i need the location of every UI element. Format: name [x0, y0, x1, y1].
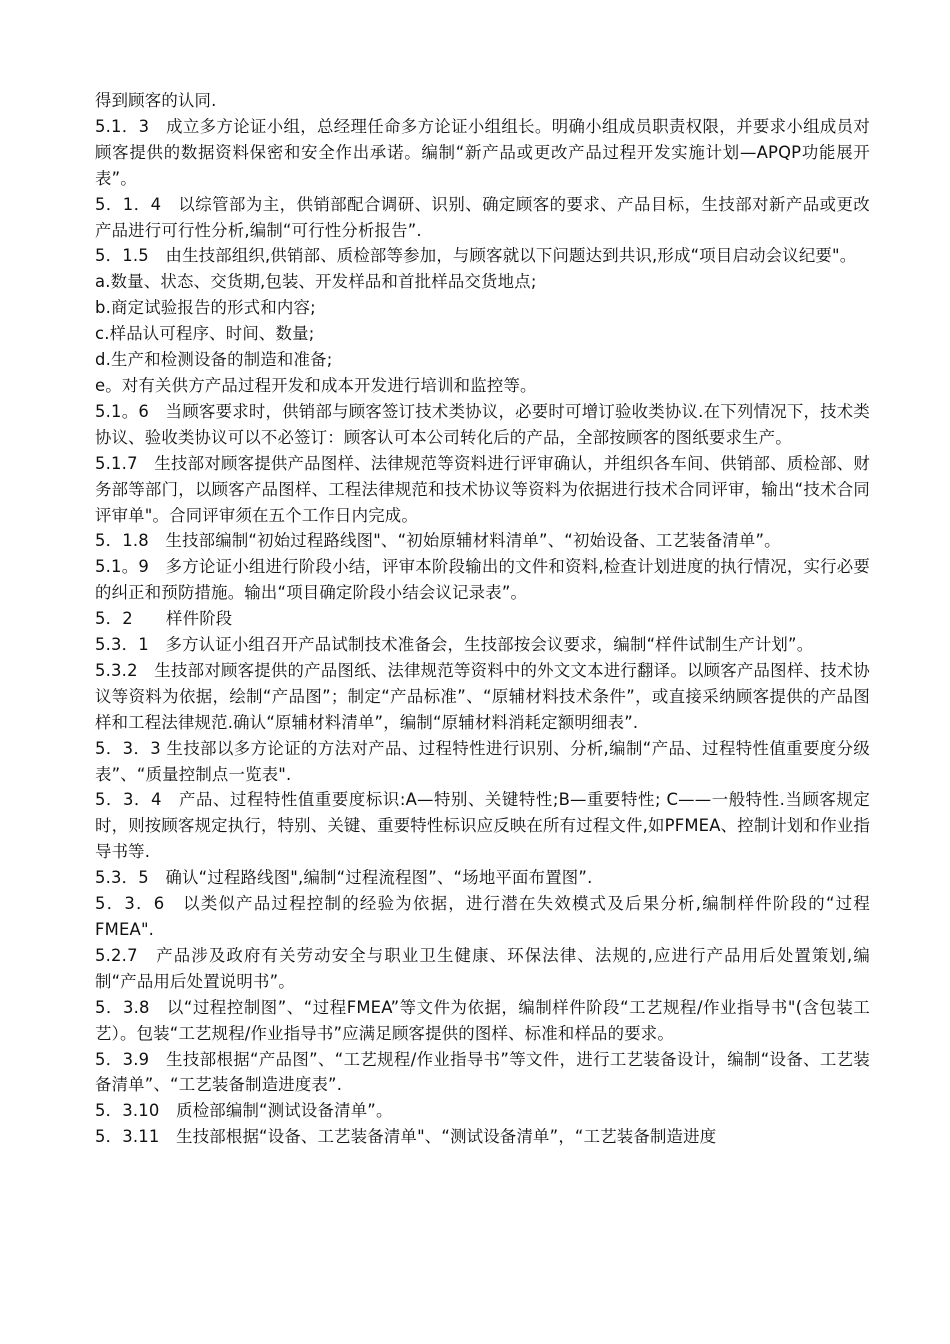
paragraph: a.数量、状态、交货期,包装、开发样品和首批样品交货地点; — [95, 272, 537, 292]
paragraph: 5.3．1 多方认证小组召开产品试制技术准备会，生技部按会议要求，编制“样件试制生产计划”。 — [95, 635, 814, 655]
paragraph: 5．1.8 生技部编制“初始过程路线图"、“初始原辅材料清单”、“初始设备、工艺装备清单”。 — [95, 531, 781, 551]
paragraph: 5．3．4 产品、过程特性值重要度标识:A—特别、关键特性;B—重要特性; C——一般特性.当顾客规定时，则按顾客规定执行，特别、关键、重要特性标识应反映在所有过程文件,如PFMEA、控制计划和作业指导书等. — [95, 790, 870, 862]
paragraph: 5.1。6 当顾客要求时，供销部与顾客签订技术类协议，必要时可增订验收类协议.在下列情况下，技术类协议、验收类协议可以不必签订：顾客认可本公司转化后的产品，全部按顾客的图纸要求生产。 — [95, 401, 870, 447]
paragraph: 5．3.10 质检部编制“测试设备清单”。 — [95, 1101, 393, 1121]
paragraph: 5．3.9 生技部根据“产品图”、“工艺规程/作业指导书”等文件，进行工艺装备设计，编制“设备、工艺装备清单”、“工艺装备制造进度表”. — [95, 1049, 870, 1095]
paragraph: 5.1．3 成立多方论证小组，总经理任命多方论证小组组长。明确小组成员职责权限，并要求小组成员对顾客提供的数据资料保密和安全作出承诺。编制“新产品或更改产品过程开发实施计划—APQP功能展开表”。 — [95, 116, 870, 188]
paragraph: c.样品认可程序、时间、数量; — [95, 324, 315, 344]
paragraph: 5．3．6 以类似产品过程控制的经验为依据，进行潜在失效模式及后果分析,编制样件阶段的“过程FMEA". — [95, 894, 870, 939]
paragraph: 5.2.7 产品涉及政府有关劳动安全与职业卫生健康、环保法律、法规的,应进行产品用后处置策划,编制“产品用后处置说明书”。 — [95, 945, 870, 991]
paragraph: 得到顾客的认同. — [95, 91, 217, 110]
paragraph: 5.3.2 生技部对顾客提供的产品图纸、法律规范等资料中的外文文本进行翻译。以顾客产品图样、技术协议等资料为依据，绘制“产品图”；制定“产品标准”、“原辅材料技术条件”，或直接采纳顾客提供的产品图样和工程法律规范.确认“原辅材料清单”，编制“原辅材料消耗定额明细表”. — [95, 660, 870, 732]
paragraph: 5．3.8 以“过程控制图”、“过程FMEA”等文件为依据，编制样件阶段“工艺规程/作业指导书"(含包装工艺）。包装“工艺规程/作业指导书”应满足顾客提供的图样、标准和样品的要求。 — [95, 997, 870, 1043]
paragraph: 5．1．4 以综管部为主，供销部配合调研、识别、确定顾客的要求、产品目标，生技部对新产品或更改产品进行可行性分析,编制“可行性分析报告”. — [95, 194, 870, 240]
paragraph: 5.3．5 确认“过程路线图",编制“过程流程图”、“场地平面布置图”. — [95, 868, 593, 888]
document-page — [95, 88, 870, 1150]
paragraph: 5．3.11 生技部根据“设备、工艺装备清单"、“测试设备清单”，“工艺装备制造进度 — [95, 1127, 717, 1147]
paragraph: e。对有关供方产品过程开发和成本开发进行培训和监控等。 — [95, 375, 537, 395]
paragraph: 5．3．3 生技部以多方论证的方法对产品、过程特性进行识别、分析,编制“产品、过程特性值重要度分级表”、“质量控制点一览表". — [95, 738, 870, 784]
section-heading: 5．2 样件阶段 — [95, 609, 233, 629]
paragraph: b.商定试验报告的形式和内容; — [95, 298, 316, 318]
paragraph: d.生产和检测设备的制造和准备; — [95, 350, 333, 370]
paragraph: 5.1.7 生技部对顾客提供产品图样、法律规范等资料进行评审确认，并组织各车间、供销部、质检部、财务部等部门，以顾客产品图样、工程法律规范和技术协议等资料为依据进行技术合同评审，输出“技术合同评审单"。合同评审须在五个工作日内完成。 — [95, 453, 870, 525]
paragraph: 5.1。9 多方论证小组进行阶段小结，评审本阶段输出的文件和资料,检查计划进度的执行情况，实行必要的纠正和预防措施。输出“项目确定阶段小结会议记录表”。 — [95, 557, 870, 603]
paragraph: 5．1.5 由生技部组织,供销部、质检部等参加，与顾客就以下问题达到共识,形成“项目启动会议纪要"。 — [95, 246, 857, 266]
